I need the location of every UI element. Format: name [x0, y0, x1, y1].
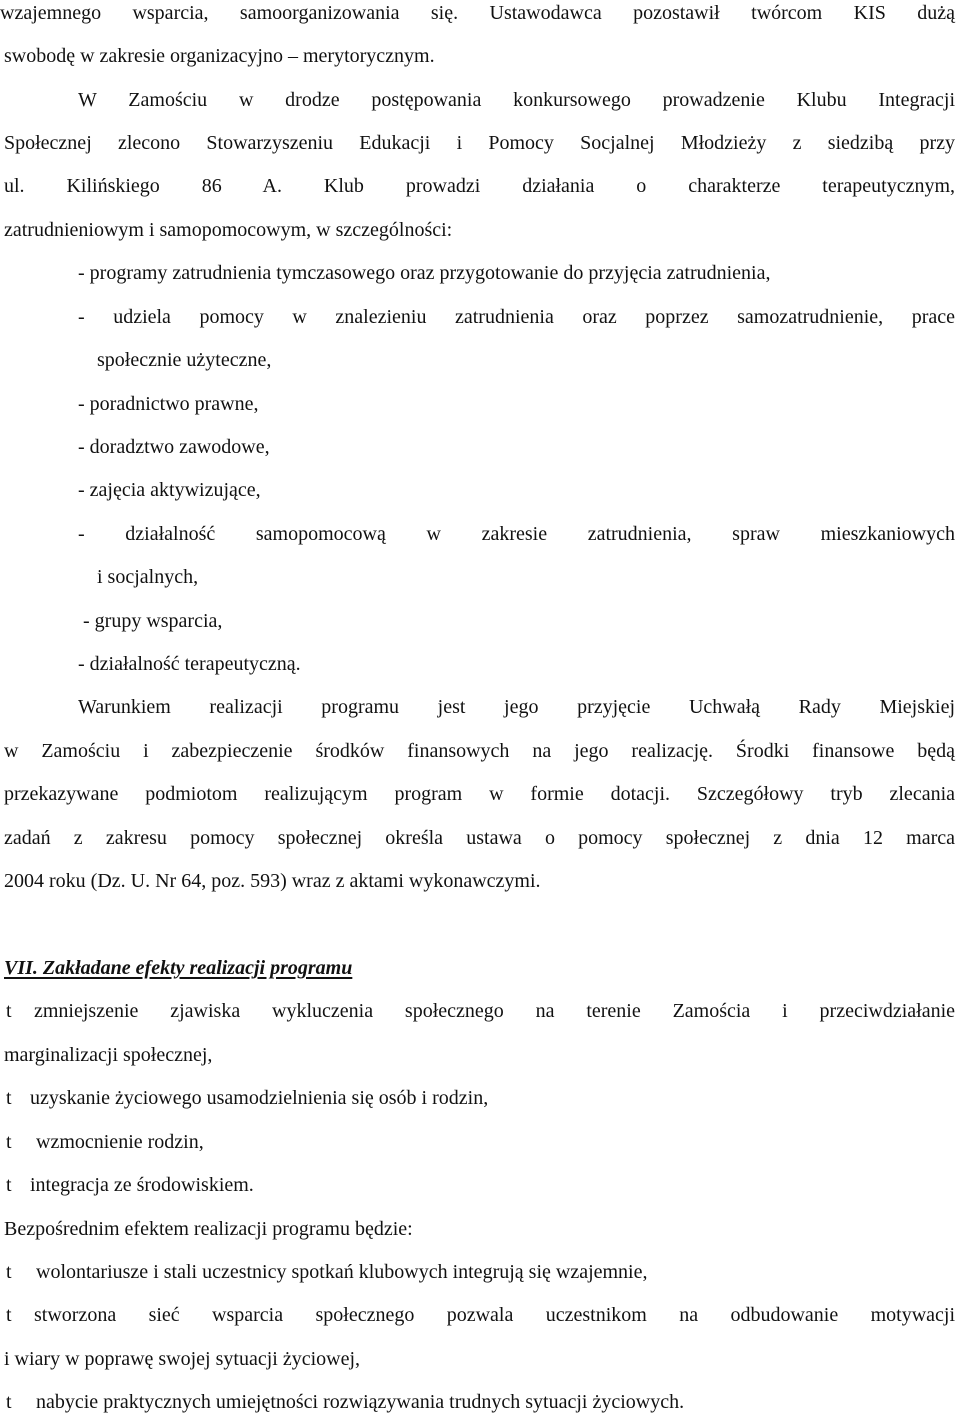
list-item: - działalność samopomocową w zakresie zatrudnienia, spraw mieszkaniowych: [78, 523, 955, 545]
text-line: Warunkiem realizacji programu jest jego przyjęcie Uchwałą Rady Miejskiej: [78, 696, 955, 718]
list-item: - programy zatrudnienia tymczasowego oraz przygotowanie do przyjęcia zatrudnienia,: [78, 262, 771, 284]
text-line: ul. Kilińskiego 86 A. Klub prowadzi działania o charakterze terapeutycznym,: [4, 175, 955, 197]
list-item-continuation: społecznie użyteczne,: [97, 349, 272, 371]
list-item: - doradztwo zawodowe,: [78, 436, 270, 458]
list-item-text: wzmocnienie rodzin,: [36, 1131, 204, 1153]
text-line: w Zamościu i zabezpieczenie środków finansowych na jego realizację. Środki finansowe będą: [4, 740, 955, 762]
text-line: przekazywane podmiotom realizującym program w formie dotacji. Szczegółowy tryb zlecania: [4, 783, 955, 805]
text-line: Społecznej zlecono Stowarzyszeniu Edukacji i Pomocy Socjalnej Młodzieży z siedzibą przy: [4, 132, 955, 154]
bullet-glyph: t: [6, 1131, 12, 1153]
list-item-continuation: i socjalnych,: [97, 566, 199, 588]
bullet-glyph: t: [6, 1304, 12, 1326]
text-line: zadań z zakresu pomocy społecznej określa ustawa o pomocy społecznej z dnia 12 marca: [4, 827, 955, 849]
list-item: - udziela pomocy w znalezieniu zatrudnienia oraz poprzez samozatrudnienie, prace: [78, 306, 955, 328]
section-heading: VII. Zakładane efekty realizacji programu: [4, 957, 353, 979]
list-item-text: stworzona sieć wsparcia społecznego pozwala uczestnikom na odbudowanie motywacji: [34, 1304, 955, 1326]
text-line: 2004 roku (Dz. U. Nr 64, poz. 593) wraz z aktami wykonawczymi.: [4, 870, 541, 892]
list-item-text: zmniejszenie zjawiska wykluczenia społecznego na terenie Zamościa i przeciwdziałanie: [34, 1000, 955, 1022]
bullet-glyph: t: [6, 1391, 12, 1413]
bullet-glyph: t: [6, 1000, 12, 1022]
list-item-text: nabycie praktycznych umiejętności rozwiązywania trudnych sytuacji życiowych.: [36, 1391, 685, 1413]
direct-effects-intro: Bezpośrednim efektem realizacji programu będzie:: [4, 1218, 413, 1240]
list-item-continuation: marginalizacji społecznej,: [4, 1044, 213, 1066]
list-item: - grupy wsparcia,: [83, 610, 223, 632]
list-item-text: wolontariusze i stali uczestnicy spotkań klubowych integrują się wzajemnie,: [36, 1261, 648, 1283]
list-item: - działalność terapeutyczną.: [78, 653, 301, 675]
text-line: swobodę w zakresie organizacyjno – merytorycznym.: [4, 45, 435, 67]
bullet-glyph: t: [6, 1261, 12, 1283]
list-item-continuation: i wiary w poprawę swojej sytuacji życiowej,: [4, 1348, 361, 1370]
bullet-glyph: t: [6, 1087, 12, 1109]
text-line: zatrudnieniowym i samopomocowym, w szczególności:: [4, 219, 453, 241]
list-item-text: uzyskanie życiowego usamodzielnienia się osób i rodzin,: [30, 1087, 489, 1109]
list-item: - zajęcia aktywizujące,: [78, 479, 261, 501]
text-line: wzajemnego wsparcia, samoorganizowania się. Ustawodawca pozostawił twórcom KIS dużą: [0, 2, 955, 24]
list-item-text: integracja ze środowiskiem.: [30, 1174, 254, 1196]
list-item: - poradnictwo prawne,: [78, 393, 259, 415]
text-line: W Zamościu w drodze postępowania konkursowego prowadzenie Klubu Integracji: [78, 89, 955, 111]
bullet-glyph: t: [6, 1174, 12, 1196]
